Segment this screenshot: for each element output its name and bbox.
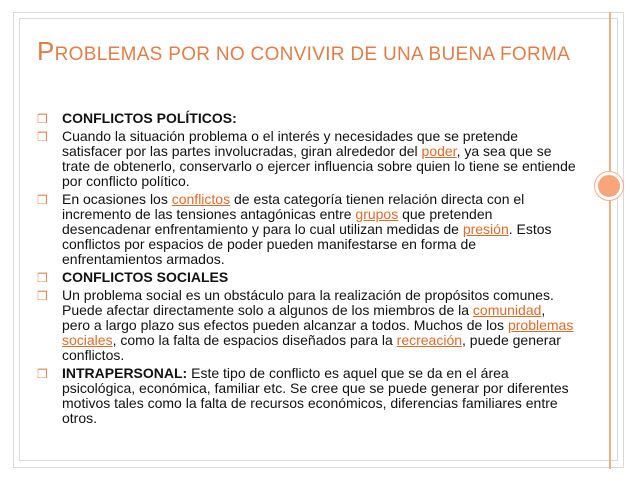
accent-circle	[595, 172, 623, 200]
hollow-square-bullet-icon: ❒	[37, 367, 48, 381]
link-recreacion[interactable]: recreación	[396, 332, 463, 348]
list-item	[37, 366, 577, 426]
list-item	[37, 192, 577, 267]
list-item	[37, 111, 577, 126]
paragraph-text: , puede generar conflictos.	[62, 332, 561, 363]
paragraph-text: Un problema social es un obstáculo para la realización de propósitos comunes. Puede afectar directamente solo a algunos de los miembros de la	[62, 287, 554, 318]
heading-social-conflicts: CONFLICTOS SOCIALES	[62, 269, 229, 285]
hollow-square-bullet-icon: ❒	[37, 271, 48, 285]
accent-vertical-line	[609, 12, 611, 469]
title-initial: P	[37, 36, 55, 66]
link-conflictos[interactable]: conflictos	[171, 191, 231, 207]
bullet-list	[37, 111, 577, 429]
list-item	[37, 129, 577, 189]
paragraph-text: Este tipo de conflicto es aquel que se da en el área psicológica, económica, familiar etc. Se cree que se puede generar por diferentes motivos tales como la falta de recursos económicos, diferencias familiares entre otros.	[62, 365, 569, 426]
heading-intrapersonal: INTRAPERSONAL:	[62, 365, 188, 381]
link-problemas-sociales[interactable]: problemas sociales	[62, 317, 574, 348]
hollow-square-bullet-icon: ❒	[37, 112, 48, 126]
hollow-square-bullet-icon: ❒	[37, 193, 48, 207]
link-presion[interactable]: presión	[462, 221, 509, 237]
title-rest: ROBLEMAS POR NO CONVIVIR DE UNA BUENA FORMA	[54, 44, 571, 65]
paragraph-text: , como la falta de espacios diseñados para la	[112, 332, 397, 348]
list-item	[37, 288, 577, 363]
paragraph-text: , ya sea que se trate de obtenerlo, conservarlo o ejercer influencia sobre quien lo tiene se entiende por conflicto político.	[62, 143, 576, 189]
paragraph-text: de esta categoría tienen relación directa con el incremento de las tensiones antagónicas entre	[62, 191, 525, 222]
link-grupos[interactable]: grupos	[355, 206, 399, 222]
hollow-square-bullet-icon: ❒	[37, 130, 48, 144]
hollow-square-bullet-icon: ❒	[37, 289, 48, 303]
paragraph-text: Cuando la situación problema o el interés y necesidades que se pretende satisfacer por las partes involucradas, giran alrededor del	[62, 128, 519, 159]
link-poder[interactable]: poder	[421, 143, 457, 159]
heading-political-conflicts: CONFLICTOS POLÍTICOS:	[62, 110, 237, 126]
slide-title	[37, 34, 577, 72]
paragraph-text: . Estos conflictos por espacios de poder pueden manifestarse en forma de enfrentamientos armados.	[62, 221, 552, 267]
paragraph-text: , pero a largo plazo sus efectos pueden alcanzar a todos. Muchos de los	[62, 302, 546, 333]
paragraph-text: que pretenden desencadenar enfrentamiento y para lo cual utilizan medidas de	[62, 206, 493, 237]
paragraph-text: En ocasiones los	[62, 191, 172, 207]
list-item	[37, 270, 577, 285]
link-comunidad[interactable]: comunidad	[472, 302, 542, 318]
